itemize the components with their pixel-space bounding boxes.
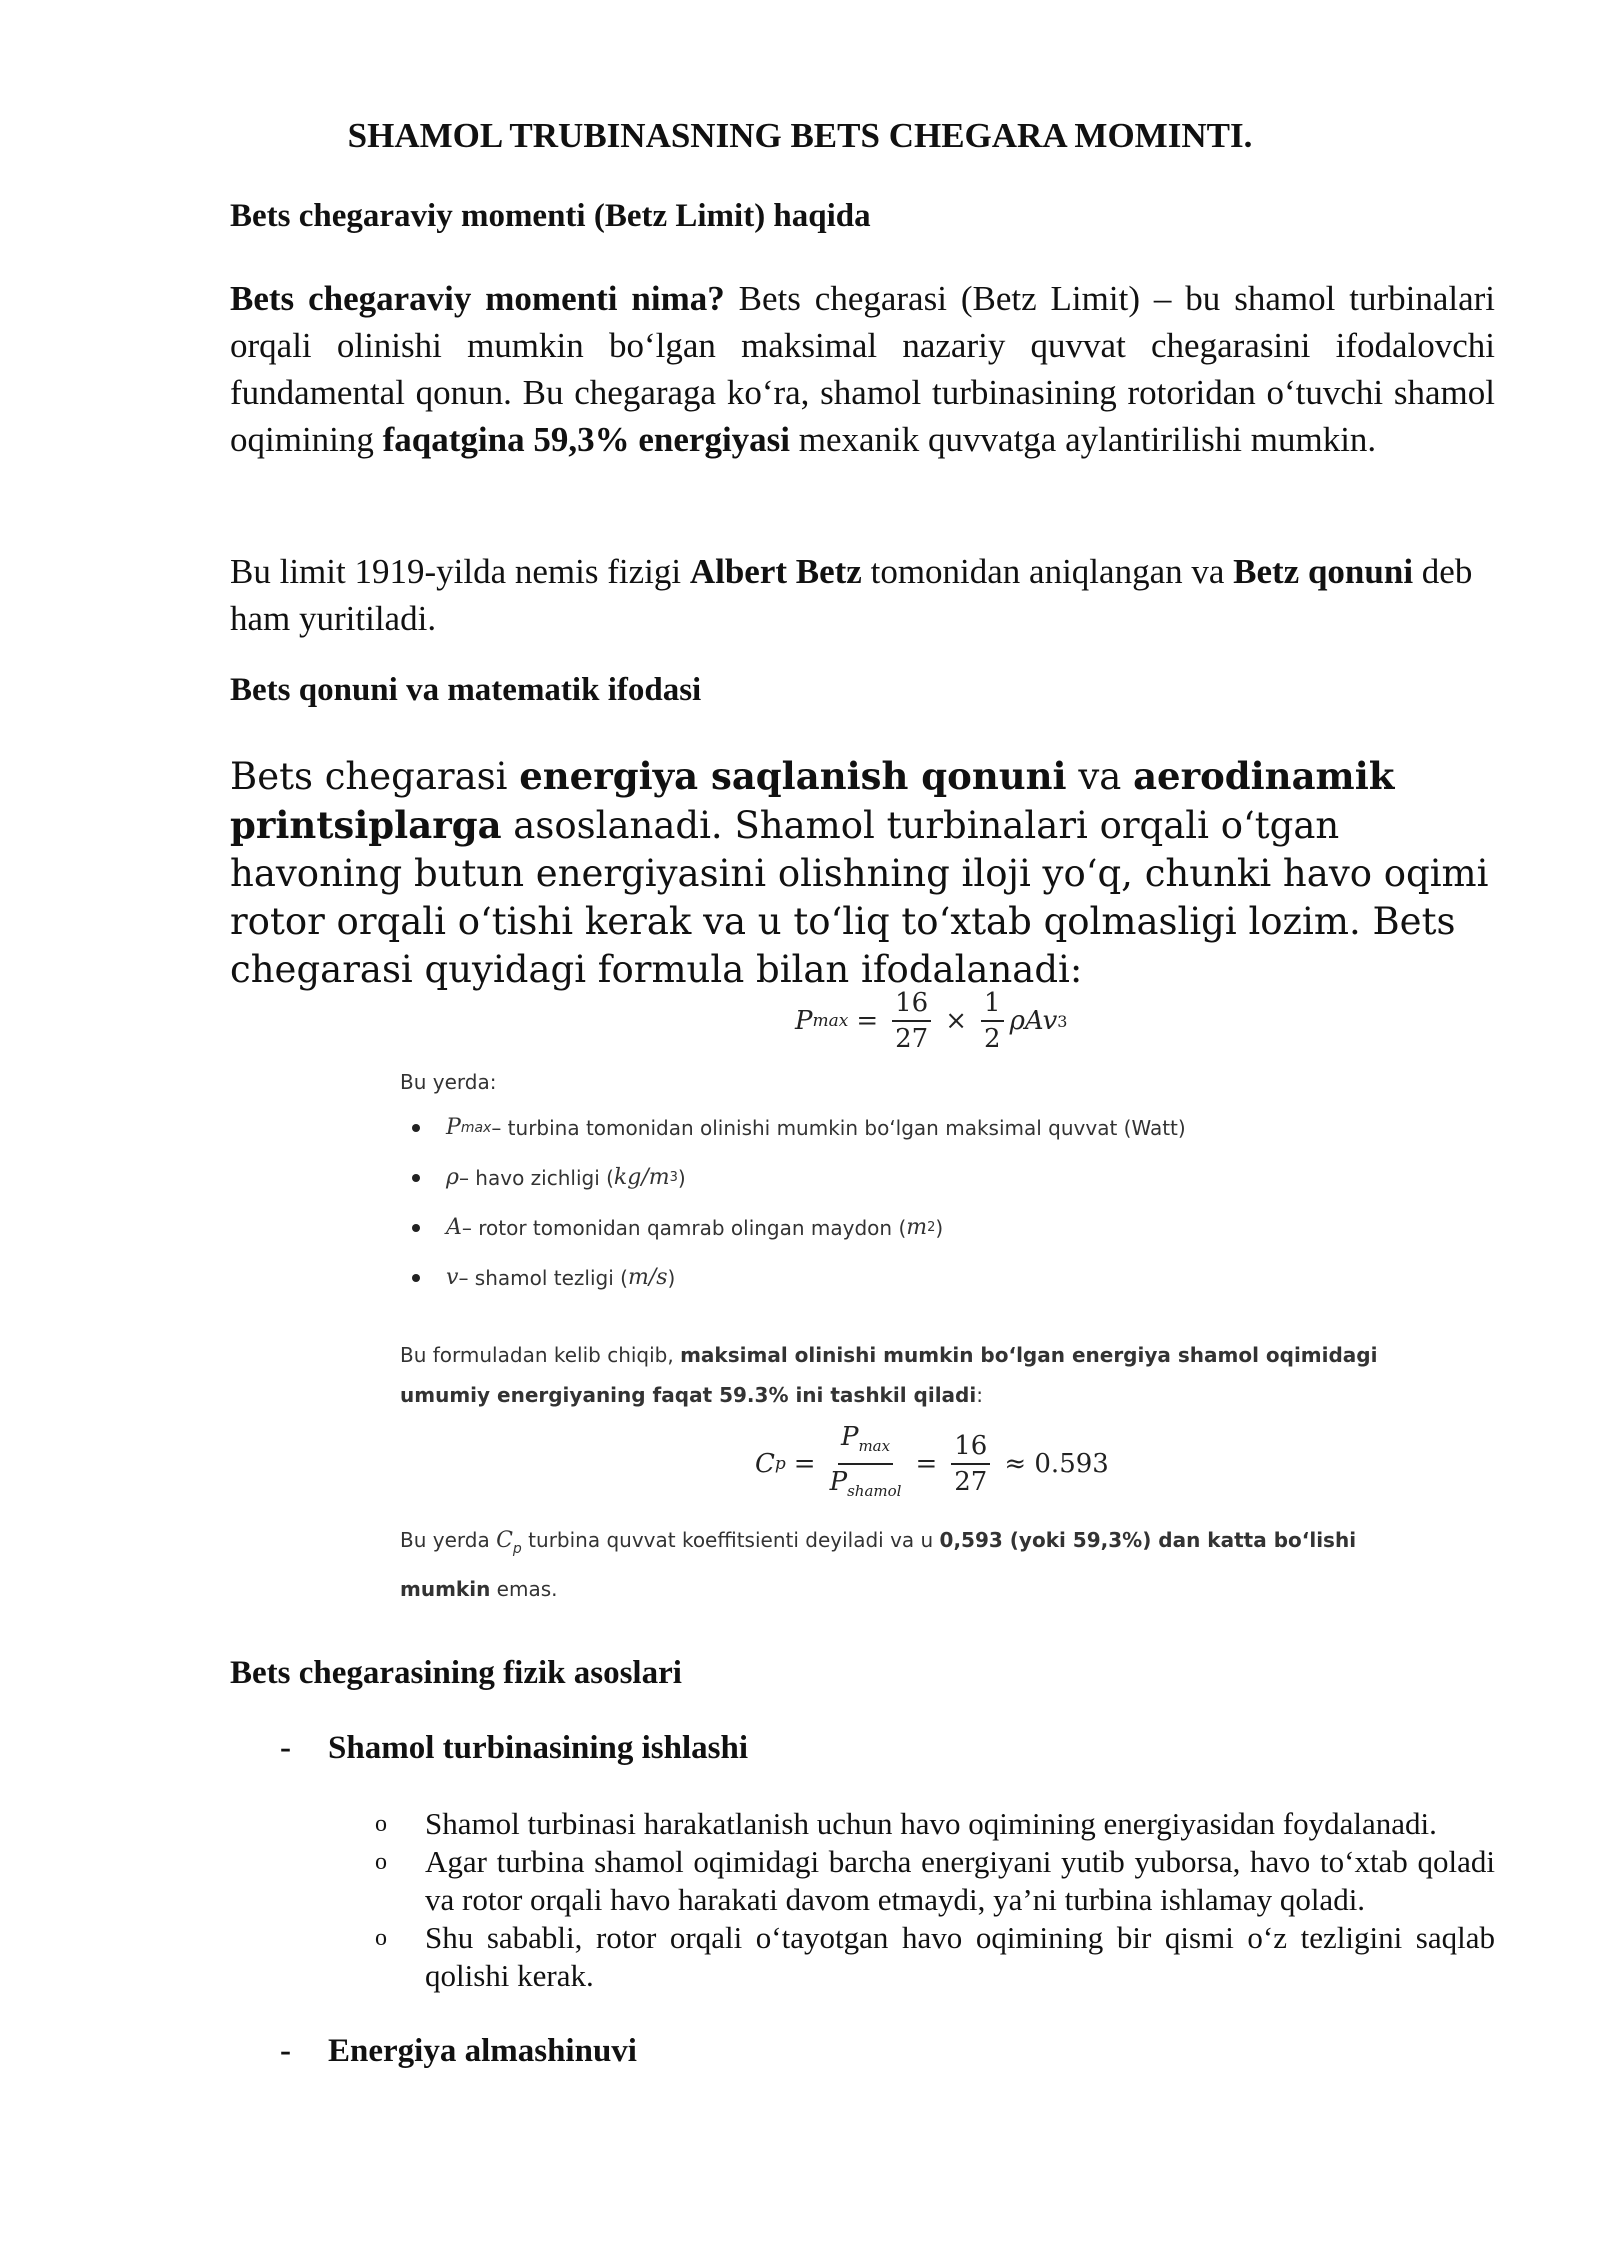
formula-cp-lhs: C — [755, 1449, 775, 1479]
bu-yerda-label: Bu yerda: — [400, 1070, 497, 1094]
coefficient-bold: 0,593 (yoki 59,3%) dan katta bo‘lishi mumkin — [400, 1528, 1357, 1601]
fraction-denominator: 2 — [984, 1024, 1001, 1054]
definition-lead: Bets chegaraviy momenti nima? — [230, 279, 725, 318]
variable-symbol: ρ — [446, 1165, 459, 1190]
paragraph-math-intro — [230, 752, 1495, 994]
coefficient-lead: Bu yerda — [400, 1528, 497, 1552]
aerodynamic-term: aerodinamik printsiplarga — [230, 754, 1395, 847]
turbine-bullet-list — [375, 1805, 1495, 1995]
fraction-power-ratio — [830, 1422, 902, 1506]
variable-symbol: A — [446, 1215, 462, 1240]
list-item — [375, 1805, 1495, 1843]
denominator-symbol: P — [829, 1467, 848, 1497]
formula-pmax-exponent: 3 — [1057, 1011, 1068, 1031]
variable-symbol: P — [446, 1115, 461, 1140]
paragraph-definition — [230, 275, 1495, 463]
section-heading-betz-limit: Bets chegaraviy momenti (Betz Limit) haqida — [230, 198, 871, 234]
list-item-text: Agar turbina shamol oqimidagi barcha energiyani yutib yuborsa, havo to‘xtab qoladi va rotor orqali havo harakati davom etmaydi, ya’ni turbina ishlamay qoladi. — [425, 1844, 1495, 1917]
formula-pmax-lhs-sub: max — [812, 1011, 849, 1031]
paragraph-history — [230, 548, 1495, 642]
variable-unit: m/s — [627, 1265, 668, 1290]
formula-cp-lhs-sub: p — [774, 1454, 786, 1474]
numerator-symbol: P — [840, 1422, 859, 1452]
fraction-numerator — [838, 1422, 893, 1465]
formula-pmax — [795, 988, 1067, 1054]
definition-text-end: mexanik quvvatga aylantirilishi mumkin. — [790, 420, 1377, 459]
coefficient-symbol: C — [496, 1528, 513, 1553]
variable-close: ) — [935, 1215, 944, 1240]
definition-highlight: faqatgina 59,3% energiyasi — [382, 420, 791, 459]
variable-unit-sup: 2 — [927, 1220, 936, 1235]
albert-betz-name: Albert Betz — [689, 552, 862, 591]
conclusion-colon: : — [976, 1383, 983, 1407]
fraction-denominator — [830, 1465, 902, 1506]
energy-conservation-term: energiya saqlanish qonuni — [519, 754, 1067, 798]
numerator-sub: max — [858, 1437, 891, 1455]
dash-marker: - — [280, 1730, 291, 1766]
bullet-dot — [412, 1224, 420, 1232]
variable-close: ) — [677, 1165, 686, 1190]
list-item-text: Shamol turbinasi harakatlanish uchun havo oqimining energiyasidan foydalanadi. — [425, 1806, 1437, 1841]
history-text-mid: tomonidan aniqlangan va — [861, 552, 1234, 591]
variable-item-rho — [412, 1165, 686, 1190]
denominator-sub: shamol — [847, 1482, 902, 1500]
embedded-formula-screenshot — [370, 960, 1450, 1610]
coefficient-text-mid: turbina quvvat koeffitsienti deyiladi va u — [521, 1528, 940, 1552]
fraction-numerator: 16 — [951, 1431, 990, 1465]
conclusion-lead: Bu formuladan kelib chiqib, — [400, 1343, 681, 1367]
list-item — [375, 1919, 1495, 1995]
math-intro-and: va — [1066, 755, 1134, 798]
variable-item-velocity — [412, 1265, 675, 1290]
subheading-label: Energiya almashinuvi — [328, 2033, 637, 2069]
betz-law-name: Betz qonuni — [1233, 552, 1414, 591]
math-intro-text: Bets chegarasi — [230, 755, 520, 798]
definition-text: Bets chegarasi (Betz Limit) – bu shamol turbinalari orqali olinishi mumkin bo‘lgan maksimal nazariy quvvat chegarasini ifodalovchi fundamental qonun. Bu chegaraga ko‘ra, shamol turbinasining rotoridan o‘tuvchi shamol oqimining — [230, 279, 1496, 459]
coefficient-symbol-sub: p — [512, 1541, 522, 1557]
history-text-end: deb ham yuritiladi. — [230, 552, 1473, 638]
history-text: Bu limit 1919-yilda nemis fizigi — [230, 552, 690, 591]
fraction-denominator: 27 — [954, 1467, 988, 1497]
coefficient-text — [400, 1520, 1400, 1609]
equals-sign: = — [915, 1449, 938, 1479]
variable-description: – rotor tomonidan qamrab olingan maydon ( — [461, 1215, 907, 1240]
variable-unit-sup: 3 — [669, 1170, 678, 1185]
formula-cp — [755, 1422, 1117, 1506]
circle-bullet-icon: o — [375, 1925, 387, 1951]
variable-description: – shamol tezligi ( — [458, 1265, 628, 1290]
variable-symbol-sub: max — [460, 1119, 492, 1136]
dash-marker: - — [280, 2033, 291, 2069]
variable-symbol: v — [446, 1265, 459, 1290]
list-item-text: Shu sababli, rotor orqali o‘tayotgan havo oqimining bir qismi o‘z tezligini saqlab qolishi kerak. — [425, 1920, 1495, 1993]
fraction-16-27 — [892, 988, 931, 1054]
conclusion-bold: maksimal olinishi mumkin bo‘lgan energiya shamol oqimidagi umumiy energiyaning faqat 59.3% ini tashkil qiladi — [400, 1343, 1378, 1407]
subheading-energy-exchange — [280, 2033, 637, 2070]
variable-description: – turbina tomonidan olinishi mumkin bo‘lgan maksimal quvvat (Watt) — [491, 1115, 1186, 1140]
circle-bullet-icon: o — [375, 1849, 387, 1875]
times-sign: × — [945, 1006, 968, 1036]
conclusion-text — [400, 1335, 1400, 1415]
variable-unit: m — [906, 1215, 928, 1240]
list-item — [375, 1843, 1495, 1919]
fraction-16-27 — [951, 1431, 990, 1497]
formula-pmax-tail: ρAv — [1009, 1006, 1058, 1036]
variable-unit: kg/m — [613, 1165, 670, 1190]
bullet-dot — [412, 1124, 420, 1132]
subheading-label: Shamol turbinasining ishlashi — [328, 1730, 749, 1766]
section-heading-math: Bets qonuni va matematik ifodasi — [230, 672, 702, 708]
bullet-dot — [412, 1274, 420, 1282]
fraction-denominator: 27 — [895, 1024, 929, 1054]
approx-value: ≈ 0.593 — [1004, 1449, 1109, 1479]
equals-sign: = — [856, 1006, 879, 1036]
page-title: SHAMOL TRUBINASNING BETS CHEGARA MOMINTI. — [347, 116, 1253, 155]
variable-close: ) — [667, 1265, 676, 1290]
math-intro-text-end: asoslanadi. Shamol turbinalari orqali o‘tgan havoning butun energiyasini olishning iloji yo‘q, chunki havo oqimi rotor orqali o‘tishi kerak va u to‘liq to‘xtab qolmasligi lozim. Bets chegarasi quyidagi formula bilan ifodalanadi: — [230, 804, 1489, 991]
variable-item-pmax — [412, 1115, 1186, 1140]
circle-bullet-icon: o — [375, 1811, 387, 1837]
fraction-numerator: 16 — [892, 988, 931, 1022]
formula-pmax-lhs: P — [795, 1006, 813, 1036]
fraction-numerator: 1 — [981, 988, 1004, 1022]
bullet-dot — [412, 1174, 420, 1182]
equals-sign: = — [793, 1449, 816, 1479]
fraction-1-2 — [981, 988, 1004, 1054]
subheading-turbine-operation — [280, 1730, 748, 1767]
variable-description: – havo zichligi ( — [458, 1165, 614, 1190]
variable-item-area — [412, 1215, 943, 1240]
section-heading-physics: Bets chegarasining fizik asoslari — [230, 1655, 682, 1691]
coefficient-text-end: emas. — [490, 1577, 558, 1601]
